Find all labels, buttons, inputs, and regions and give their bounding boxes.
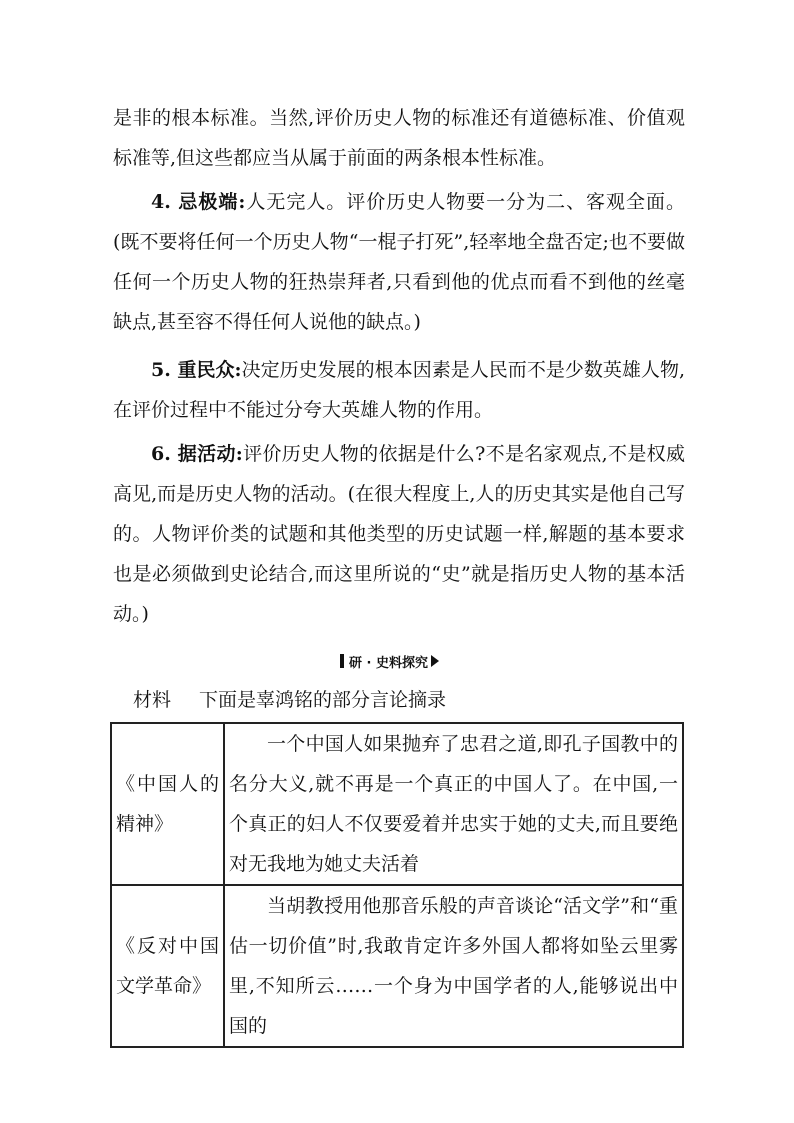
material-intro: 下面是辜鸿铭的部分言论摘录 bbox=[199, 689, 447, 711]
section-title: 研 · 史料探究 bbox=[349, 655, 428, 671]
section-heading bbox=[340, 650, 439, 672]
point-4-paragraph bbox=[113, 182, 685, 342]
point-5-label: 5. 重民众: bbox=[151, 359, 242, 381]
point-4-label: 4. 忌极端: bbox=[151, 191, 246, 213]
table-row bbox=[111, 885, 683, 1047]
intro-text: 是非的根本标准。当然,评价历史人物的标准还有道德标准、价值观标准等,但这些都应当从属于前面的两条根本性标准。 bbox=[113, 107, 685, 169]
point-4-text: 人无完人。评价历史人物要一分为二、客观全面。(既不要将任何一个历史人物“一棍子打死”,轻率地全盘否定;也不要做任何一个历史人物的狂热崇拜者,只看到他的优点而看不到他的丝毫缺点,甚至容不得任何人说他的缺点。) bbox=[113, 191, 685, 333]
heading-bar-icon bbox=[340, 654, 344, 668]
point-6-paragraph bbox=[113, 434, 685, 634]
quote-source: 《反对中国文学革命》 bbox=[111, 885, 224, 1047]
intro-paragraph bbox=[113, 98, 685, 178]
material-label: 材料 bbox=[133, 689, 172, 711]
quote-text: 一个中国人如果抛弃了忠君之道,即孔子国教中的名分大义,就不再是一个真正的中国人了。在中国,一个真正的妇人不仅要爱着并忠实于她的丈夫,而且要绝对无我地为她丈夫活着 bbox=[224, 723, 683, 885]
quote-text: 当胡教授用他那音乐般的声音谈论“活文学”和“重估一切价值”时,我敢肯定许多外国人都将如坠云里雾里,不知所云……一个身为中国学者的人,能够说出中国的 bbox=[224, 885, 683, 1047]
point-5-paragraph bbox=[113, 350, 685, 430]
material-line bbox=[133, 685, 446, 715]
table-row bbox=[111, 723, 683, 885]
heading-arrow-icon bbox=[431, 655, 439, 667]
point-6-text: 评价历史人物的依据是什么?不是名家观点,不是权威高见,而是历史人物的活动。(在很大程度上,人的历史其实是他自己写的。人物评价类的试题和其他类型的历史试题一样,解题的基本要求也是必须做到史论结合,而这里所说的“史”就是指历史人物的基本活动。) bbox=[113, 443, 685, 625]
point-5-text: 决定历史发展的根本因素是人民而不是少数英雄人物,在评价过程中不能过分夸大英雄人物的作用。 bbox=[113, 359, 686, 421]
quotes-table bbox=[110, 722, 684, 1048]
point-6-label: 6. 据活动: bbox=[151, 443, 243, 465]
quote-source: 《中国人的精神》 bbox=[111, 723, 224, 885]
